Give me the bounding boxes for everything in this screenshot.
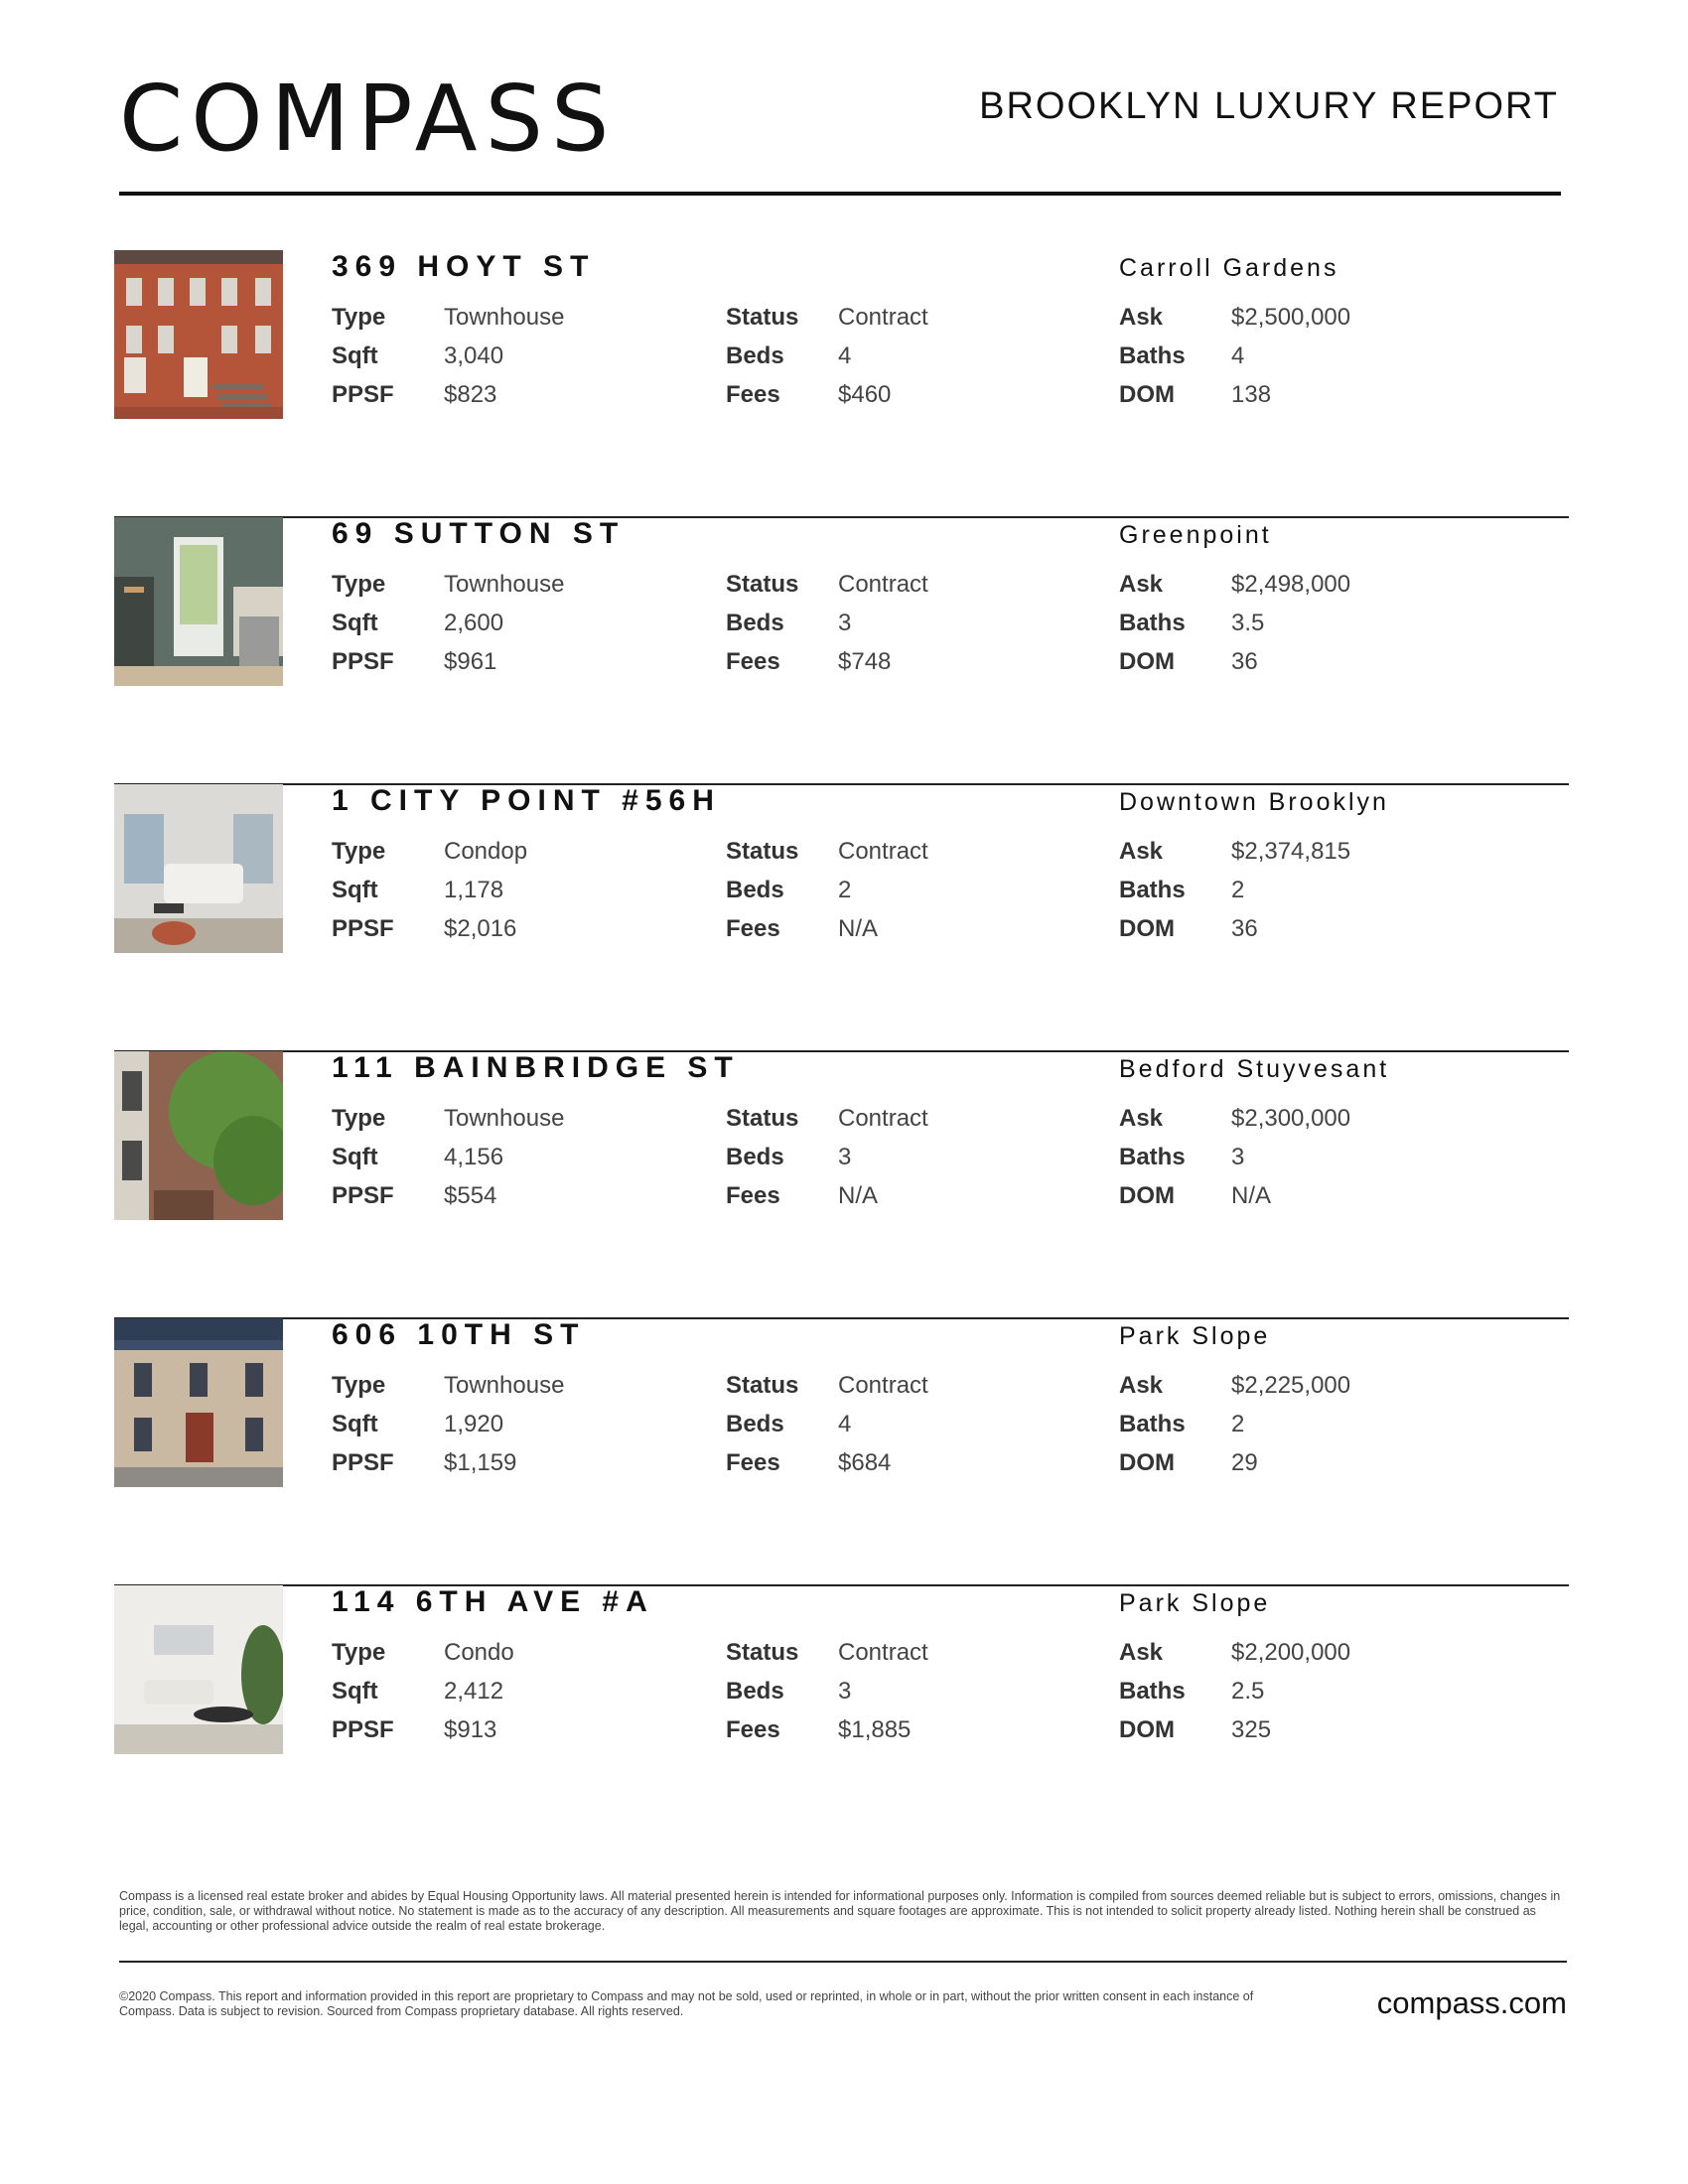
dom-value: 36 [1231, 915, 1258, 942]
baths-label: Baths [1119, 1678, 1186, 1705]
fees-label: Fees [726, 915, 780, 942]
status-value: Contract [838, 1105, 928, 1132]
listing-address: 111 BAINBRIDGE ST [332, 1051, 740, 1084]
type-value: Condop [444, 838, 528, 865]
sqft-label: Sqft [332, 610, 378, 636]
type-label: Type [332, 1372, 386, 1399]
status-label: Status [726, 304, 799, 331]
beds-value: 3 [838, 1144, 852, 1170]
sqft-value: 4,156 [444, 1144, 504, 1170]
beds-value: 2 [838, 877, 852, 903]
ppsf-label: PPSF [332, 1182, 394, 1209]
type-value: Townhouse [444, 1372, 565, 1399]
type-label: Type [332, 1639, 386, 1666]
beds-label: Beds [726, 1411, 784, 1437]
baths-value: 2.5 [1231, 1678, 1265, 1705]
dom-value: 325 [1231, 1716, 1272, 1743]
footer-divider [119, 1961, 1567, 1963]
living-room-photo [114, 784, 283, 953]
listing-address: 1 CITY POINT #56H [332, 784, 721, 817]
sqft-label: Sqft [332, 1144, 378, 1170]
limestone-townhouse-photo [114, 1318, 283, 1487]
header-divider [119, 192, 1561, 196]
fees-label: Fees [726, 381, 780, 408]
kitchen-photo [114, 517, 283, 686]
listing-card [114, 1318, 1569, 1586]
status-label: Status [726, 1639, 799, 1666]
beds-value: 4 [838, 1411, 852, 1437]
status-value: Contract [838, 571, 928, 598]
fees-value: N/A [838, 915, 879, 942]
dom-label: DOM [1119, 1182, 1175, 1209]
ppsf-value: $961 [444, 648, 497, 675]
ask-value: $2,225,000 [1231, 1372, 1351, 1399]
ask-value: $2,500,000 [1231, 304, 1351, 331]
baths-label: Baths [1119, 610, 1186, 636]
baths-value: 3.5 [1231, 610, 1265, 636]
fees-label: Fees [726, 1182, 780, 1209]
brownstone-tree-photo [114, 1051, 283, 1220]
listing-neighborhood: Downtown Brooklyn [1119, 788, 1389, 816]
ppsf-value: $823 [444, 381, 497, 408]
type-value: Condo [444, 1639, 514, 1666]
website-link[interactable]: compass.com [1376, 1985, 1567, 2020]
ask-value: $2,498,000 [1231, 571, 1351, 598]
ppsf-value: $554 [444, 1182, 497, 1209]
dom-label: DOM [1119, 1716, 1175, 1743]
beds-label: Beds [726, 342, 784, 369]
sqft-value: 1,920 [444, 1411, 504, 1437]
dom-value: 29 [1231, 1449, 1258, 1476]
beds-label: Beds [726, 610, 784, 636]
listing-address: 606 10TH ST [332, 1318, 586, 1351]
listing-address: 69 SUTTON ST [332, 517, 626, 550]
ppsf-label: PPSF [332, 915, 394, 942]
baths-label: Baths [1119, 342, 1186, 369]
fees-value: $748 [838, 648, 892, 675]
type-label: Type [332, 304, 386, 331]
listing-card [114, 784, 1569, 1052]
ask-label: Ask [1119, 838, 1164, 865]
brick-townhouse-photo [114, 250, 283, 419]
listing-card [114, 517, 1569, 785]
listing-card [114, 1585, 1569, 1774]
type-value: Townhouse [444, 304, 565, 331]
report-header [119, 66, 1559, 179]
dom-label: DOM [1119, 1449, 1175, 1476]
fees-label: Fees [726, 1449, 780, 1476]
status-value: Contract [838, 1639, 928, 1666]
fees-value: N/A [838, 1182, 879, 1209]
listing-neighborhood: Bedford Stuyvesant [1119, 1055, 1390, 1083]
ask-label: Ask [1119, 304, 1164, 331]
ask-label: Ask [1119, 1639, 1164, 1666]
sqft-label: Sqft [332, 1411, 378, 1437]
beds-value: 4 [838, 342, 852, 369]
sqft-value: 2,600 [444, 610, 504, 636]
status-label: Status [726, 1372, 799, 1399]
fees-label: Fees [726, 648, 780, 675]
ppsf-label: PPSF [332, 381, 394, 408]
beds-label: Beds [726, 1678, 784, 1705]
legal-disclaimer: Compass is a licensed real estate broker and abides by Equal Housing Opportunity laws. All material presented herein is intended for informational purposes only. Information is compiled from sources deemed reliable but is subject to errors, omissions, changes in price, condition, sale, or withdrawal without notice. No statement is made as to the accuracy of any description. All measurements and square footages are approximate. This is not intended to solicit property already listed. Nothing herein shall be construed as legal, accounting or other professional advice outside the realm of real estate brokerage. [119, 1889, 1561, 1933]
dom-label: DOM [1119, 915, 1175, 942]
baths-value: 4 [1231, 342, 1245, 369]
ask-value: $2,374,815 [1231, 838, 1351, 865]
beds-value: 3 [838, 610, 852, 636]
beds-label: Beds [726, 877, 784, 903]
listing-neighborhood: Park Slope [1119, 1322, 1271, 1350]
ppsf-value: $2,016 [444, 915, 517, 942]
sqft-label: Sqft [332, 877, 378, 903]
sqft-value: 1,178 [444, 877, 504, 903]
ppsf-label: PPSF [332, 1716, 394, 1743]
status-value: Contract [838, 304, 928, 331]
sqft-value: 3,040 [444, 342, 504, 369]
baths-value: 2 [1231, 877, 1245, 903]
listing-neighborhood: Carroll Gardens [1119, 254, 1339, 282]
dining-room-photo [114, 1585, 283, 1754]
baths-value: 3 [1231, 1144, 1245, 1170]
status-label: Status [726, 838, 799, 865]
baths-label: Baths [1119, 1144, 1186, 1170]
type-label: Type [332, 838, 386, 865]
listing-address: 369 HOYT ST [332, 250, 596, 283]
fees-value: $684 [838, 1449, 892, 1476]
fees-value: $1,885 [838, 1716, 912, 1743]
copyright-notice: ©2020 Compass. This report and information provided in this report are proprietary to Compass and may not be sold, used or reprinted, in whole or in part, without the prior written consent in each instance of Compass. Data is subject to revision. Sourced from Compass proprietary database. All rights reserved. [119, 1989, 1254, 2018]
sqft-label: Sqft [332, 342, 378, 369]
fees-label: Fees [726, 1716, 780, 1743]
dom-label: DOM [1119, 648, 1175, 675]
dom-value: 36 [1231, 648, 1258, 675]
sqft-label: Sqft [332, 1678, 378, 1705]
status-label: Status [726, 571, 799, 598]
listing-card [114, 250, 1569, 518]
baths-label: Baths [1119, 1411, 1186, 1437]
ask-value: $2,200,000 [1231, 1639, 1351, 1666]
listing-neighborhood: Greenpoint [1119, 521, 1272, 549]
listing-card [114, 1051, 1569, 1319]
baths-label: Baths [1119, 877, 1186, 903]
ppsf-label: PPSF [332, 648, 394, 675]
status-value: Contract [838, 838, 928, 865]
ask-value: $2,300,000 [1231, 1105, 1351, 1132]
status-label: Status [726, 1105, 799, 1132]
ask-label: Ask [1119, 1372, 1164, 1399]
ask-label: Ask [1119, 1105, 1164, 1132]
ppsf-value: $1,159 [444, 1449, 517, 1476]
type-label: Type [332, 571, 386, 598]
fees-value: $460 [838, 381, 892, 408]
compass-logo: COMPASS [119, 66, 618, 172]
dom-value: N/A [1231, 1182, 1272, 1209]
report-title: BROOKLYN LUXURY REPORT [979, 85, 1559, 127]
dom-value: 138 [1231, 381, 1272, 408]
status-value: Contract [838, 1372, 928, 1399]
type-label: Type [332, 1105, 386, 1132]
sqft-value: 2,412 [444, 1678, 504, 1705]
beds-value: 3 [838, 1678, 852, 1705]
baths-value: 2 [1231, 1411, 1245, 1437]
listing-address: 114 6TH AVE #A [332, 1585, 654, 1618]
dom-label: DOM [1119, 381, 1175, 408]
type-value: Townhouse [444, 571, 565, 598]
ppsf-value: $913 [444, 1716, 497, 1743]
beds-label: Beds [726, 1144, 784, 1170]
listing-neighborhood: Park Slope [1119, 1589, 1271, 1617]
ask-label: Ask [1119, 571, 1164, 598]
ppsf-label: PPSF [332, 1449, 394, 1476]
type-value: Townhouse [444, 1105, 565, 1132]
